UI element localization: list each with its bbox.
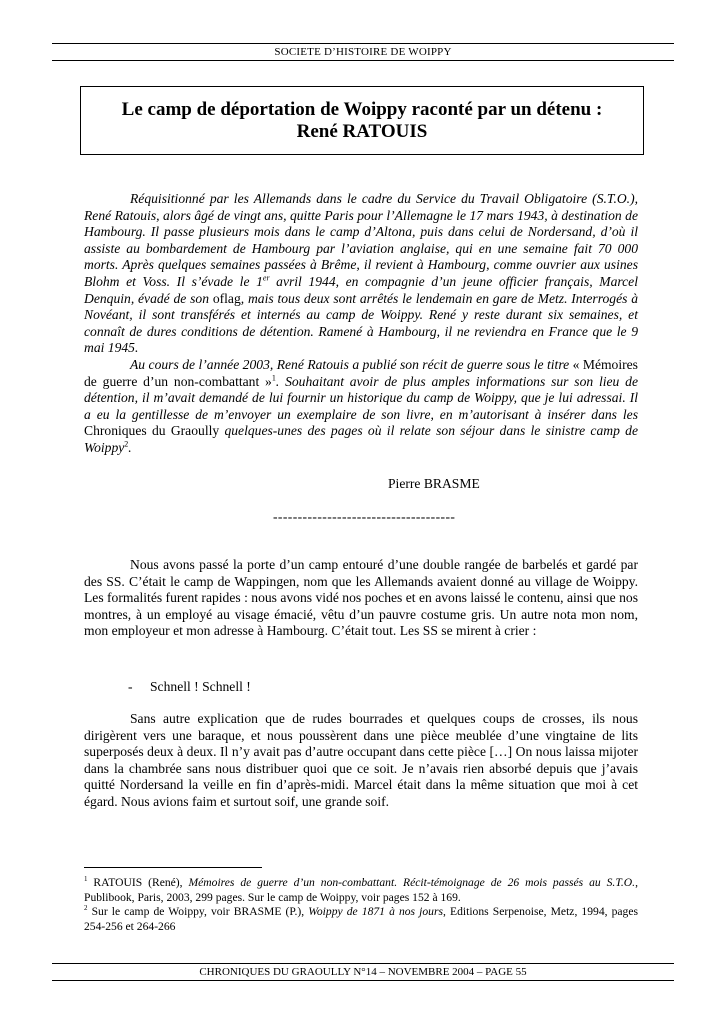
footnote-2 bbox=[84, 905, 638, 934]
footnote-1 bbox=[84, 876, 638, 905]
intro-p2-text-b: . Souhaitant avoir de plus amples informations sur son lieu de détention, il m’avait demandé de lui fournir un historique du camp de Woippy, que je lui adressai. Il a eu la gentillesse de m’envoyer un exemplaire de son livre, en m’autorisant à insérer dans les bbox=[84, 373, 639, 422]
section-separator: ------------------------------------- bbox=[273, 509, 456, 524]
dialogue-dash: - bbox=[128, 679, 133, 694]
dialogue-line bbox=[128, 679, 251, 695]
oflag-word: oflag bbox=[212, 290, 241, 306]
footnote-2-book-title: Woippy de 1871 à nos jours bbox=[308, 905, 444, 918]
footnote-rule bbox=[84, 867, 262, 868]
article-title-line1: Le camp de déportation de Woippy raconté par un détenu : bbox=[121, 98, 603, 120]
article-title-line2: René RATOUIS bbox=[296, 120, 428, 142]
footnote-ref-1: 1 bbox=[271, 373, 276, 382]
running-header: SOCIETE D’HISTOIRE DE WOIPPY bbox=[274, 46, 452, 58]
book-title-quote: « Mémoires de guerre d’un non-combattant » bbox=[84, 356, 638, 389]
ordinal-superscript: er bbox=[262, 273, 270, 283]
footnote-1-number: 1 bbox=[84, 875, 88, 884]
intro-p2-text-c: quelques-unes des pages où il relate son séjour dans le sinistre camp de Woippy bbox=[84, 423, 638, 455]
footnote-1-text-b: , Publibook, Paris, 2003, 299 pages. Sur le camp de Woippy, voir pages 152 à 169. bbox=[84, 876, 638, 904]
narrative-body-continued bbox=[84, 711, 638, 811]
footnote-2-text-a: Sur le camp de Woippy, voir BRASME (P.), bbox=[87, 905, 309, 918]
intro-p2-text-a: Au cours de l’année 2003, René Ratouis a publié son récit de guerre sous le titre bbox=[130, 356, 570, 372]
intro-p1-text-c: , mais tous deux sont arrêtés le lendemain en gare de Metz. Interrogés à Novéant, il sont transférés et internés au camp de Woippy. René y reste durant six semaines, et connaît de dures conditions de détention. Ramené à Hambourg, il ne reviendra en France que le 9 mai 1945. bbox=[84, 290, 638, 356]
article-title-box bbox=[80, 86, 644, 155]
footnote-1-book-title: Mémoires de guerre d’un non-combattant. Récit-témoignage de 26 mois passés au S.T.O. bbox=[188, 876, 636, 889]
running-footer: CHRONIQUES DU GRAOULLY N°14 – NOVEMBRE 2004 – PAGE 55 bbox=[199, 966, 527, 978]
intro-p1-text-a: Réquisitionné par les Allemands dans le cadre du Service du Travail Obligatoire (S.T.O.), René Ratouis, alors âgé de vingt ans, quitte Paris pour l’Allemagne le 17 mars 1943, à destination de Hambourg. Il passe plusieurs mois dans le camp d’Altona, puis dans celui de Nordersand, d’où il assiste au bombardement de Hambourg par l’aviation anglaise, qui en une semaine fait 70 000 morts. Après quelques semaines passées à Brême, il revient à Hambourg, comme ouvrier aux usines Blohm et Voss. Il s’évade le 1 bbox=[84, 191, 638, 289]
body-paragraph-2: Sans autre explication que de rudes bourrades et quelques coups de crosses, ils nous dirigèrent vers une baraque, et nous poussèrent dans une pièce meublée d’une vingtaine de lits superposés deux à deux. Il n’y avait pas d’autre occupant dans cette pièce […] On nous laissa mijoter dans la chambrée sans nous distribuer quoi que ce soit. Je n’avais rien absorbé depuis que j’avais quitté Nordersand la veille en fin d’après-midi. Marcel était dans la même situation que moi à cet égard. Nous avions faim et surtout soif, une grande soif. bbox=[84, 711, 638, 809]
body-paragraph-1: Nous avons passé la porte d’un camp entouré d’une double rangée de barbelés et gardé par des SS. C’était le camp de Wappingen, nom que les Allemands avaient donné au village de Woippy. Les formalités furent rapides : nous avons vidé nos poches et en avons laissé le contenu, ainsi que nos montres, à un employé au visage émacié, vêtu d’un pauvre costume gris. Un autre nota mon nom, mon employeur et mon adresse à Hambourg. C’était tout. Les SS se mirent à crier : bbox=[84, 557, 638, 639]
journal-name: Chroniques du Graoully bbox=[84, 423, 220, 439]
footnote-2-number: 2 bbox=[84, 904, 88, 913]
footnote-ref-2: 2 bbox=[124, 439, 129, 449]
header-rule-bottom bbox=[52, 60, 674, 61]
introduction bbox=[84, 191, 638, 457]
intro-p1-text-b: avril 1944, en compagnie d’un jeune officier français, Marcel Denquin, évadé de son bbox=[84, 273, 638, 306]
narrative-body bbox=[84, 557, 638, 640]
footnote-1-text-a: RATOUIS (René), bbox=[87, 876, 189, 889]
intro-p2-text-d: . bbox=[128, 439, 132, 455]
author-signature: Pierre BRASME bbox=[388, 476, 480, 491]
footer-rule-bottom bbox=[52, 980, 674, 981]
footnotes bbox=[84, 876, 638, 934]
intro-paragraph-1 bbox=[84, 191, 638, 357]
intro-paragraph-2 bbox=[84, 357, 638, 457]
footnote-2-text-b: , Editions Serpenoise, Metz, 1994, pages 254-256 et 264-266 bbox=[84, 905, 639, 933]
dialogue-text: Schnell ! Schnell ! bbox=[150, 679, 251, 694]
